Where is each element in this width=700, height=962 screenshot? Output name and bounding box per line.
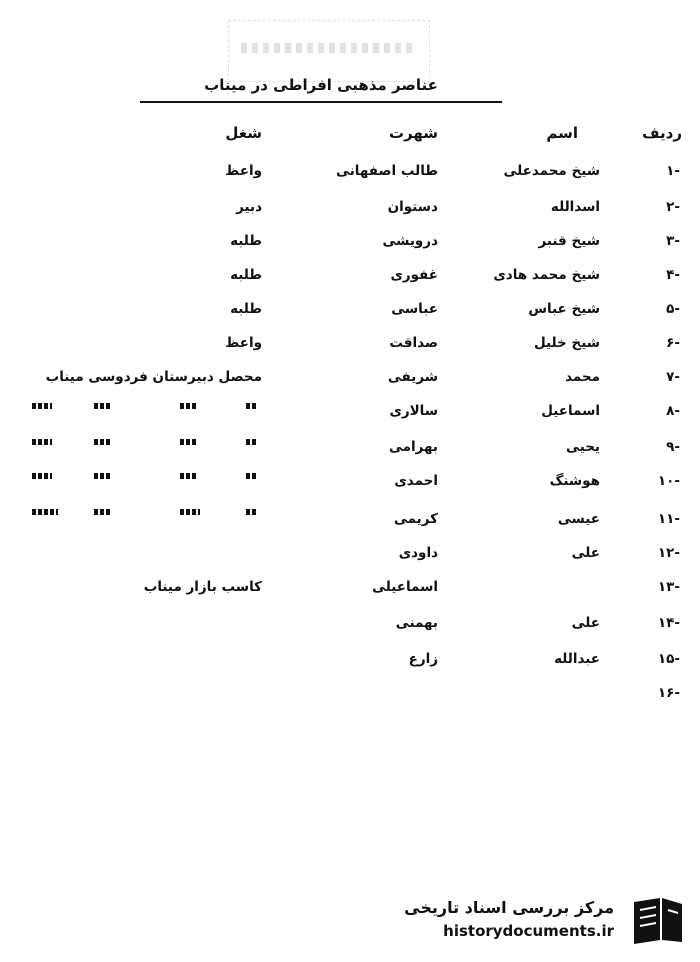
table-row bbox=[0, 574, 700, 600]
row-family: زارع bbox=[408, 651, 438, 667]
row-job: واعظ bbox=[225, 335, 262, 351]
row-family: احمدی bbox=[394, 473, 438, 489]
table-row bbox=[0, 194, 700, 220]
row-family: عباسی bbox=[391, 301, 438, 317]
row-name: عیسی bbox=[557, 511, 600, 527]
row-name: شیخ محمد هادی bbox=[493, 267, 600, 283]
header-family: شهرت bbox=[388, 124, 438, 142]
row-name: شیخ قنبر bbox=[538, 233, 600, 249]
row-family: کریمی bbox=[393, 511, 438, 527]
row-number: -۱ bbox=[666, 163, 680, 179]
ditto-mark bbox=[32, 403, 52, 409]
row-name: شیخ خلیل bbox=[533, 335, 600, 351]
row-number: -۵ bbox=[666, 301, 680, 317]
row-job: طلبه bbox=[230, 233, 262, 249]
table-row bbox=[0, 610, 700, 636]
row-name: شیخ محمدعلی bbox=[503, 163, 600, 179]
row-family: سالاری bbox=[389, 403, 438, 419]
row-family: درویشی bbox=[382, 233, 438, 249]
row-family: بهمنی bbox=[395, 615, 438, 631]
table-row bbox=[0, 364, 700, 390]
ditto-mark bbox=[32, 509, 58, 515]
ditto-row bbox=[20, 506, 260, 518]
row-family: اسماعیلی bbox=[372, 579, 438, 595]
row-number: -۳ bbox=[666, 233, 680, 249]
ditto-mark bbox=[94, 439, 112, 445]
row-name: علی bbox=[571, 615, 600, 631]
row-number: -۱۴ bbox=[657, 615, 680, 631]
row-name: اسماعیل bbox=[541, 403, 600, 419]
row-family: بهرامی bbox=[388, 439, 438, 455]
ditto-mark bbox=[180, 509, 200, 515]
row-family: غفوری bbox=[390, 267, 438, 283]
archive-website: historydocuments.ir bbox=[443, 922, 614, 940]
ditto-mark bbox=[246, 473, 258, 479]
row-name: عبدالله bbox=[554, 651, 600, 667]
row-number: -۱۱ bbox=[657, 511, 680, 527]
row-name: شیخ عباس bbox=[528, 301, 600, 317]
row-family: داودی bbox=[398, 545, 438, 561]
table-row bbox=[0, 262, 700, 288]
row-number: -۹ bbox=[666, 439, 680, 455]
header-job: شغل bbox=[225, 124, 262, 142]
book-logo-icon bbox=[628, 894, 686, 946]
row-family: دستوان bbox=[387, 199, 438, 215]
ditto-row bbox=[20, 470, 260, 482]
row-number: -۱۳ bbox=[657, 579, 680, 595]
table-row bbox=[0, 646, 700, 672]
row-job: دبیر bbox=[236, 199, 262, 215]
row-number: -۷ bbox=[666, 369, 680, 385]
row-job: محصل دبیرستان فردوسی میناب bbox=[45, 369, 262, 385]
row-name: علی bbox=[571, 545, 600, 561]
row-name: محمد bbox=[565, 369, 600, 385]
ditto-mark bbox=[246, 403, 258, 409]
ditto-mark bbox=[246, 509, 258, 515]
row-job: طلبه bbox=[230, 267, 262, 283]
row-family: صداقت bbox=[389, 335, 438, 351]
ditto-mark bbox=[180, 473, 198, 479]
ditto-mark bbox=[94, 509, 112, 515]
document-title: عناصر مذهبی افراطی در میناب bbox=[204, 76, 438, 94]
ditto-row bbox=[20, 400, 260, 412]
row-number: -۸ bbox=[666, 403, 680, 419]
table-row bbox=[0, 540, 700, 566]
row-number: -۱۵ bbox=[657, 651, 680, 667]
ditto-mark bbox=[94, 403, 112, 409]
row-number: -۱۶ bbox=[657, 685, 680, 701]
ditto-row bbox=[20, 436, 260, 448]
row-number: -۶ bbox=[666, 335, 680, 351]
ditto-mark bbox=[32, 439, 52, 445]
row-number: -۱۲ bbox=[657, 545, 680, 561]
archive-name: مرکز بررسی اسناد تاریخی bbox=[404, 898, 614, 917]
row-job: واعظ bbox=[225, 163, 262, 179]
ditto-mark bbox=[180, 403, 198, 409]
ditto-mark bbox=[246, 439, 258, 445]
row-job: کاسب بازار میناب bbox=[143, 579, 262, 595]
header-radif: ردیف bbox=[642, 124, 682, 142]
table-row bbox=[0, 680, 700, 706]
table-row bbox=[0, 158, 700, 184]
archive-footer bbox=[386, 888, 686, 952]
row-family: طالب اصفهانی bbox=[336, 163, 438, 179]
row-name: یحیی bbox=[566, 439, 600, 455]
table-row bbox=[0, 296, 700, 322]
ditto-mark bbox=[32, 473, 52, 479]
table-row bbox=[0, 330, 700, 356]
row-job: طلبه bbox=[230, 301, 262, 317]
header-name: اسم bbox=[546, 124, 578, 142]
row-number: -۴ bbox=[666, 267, 680, 283]
ditto-mark bbox=[94, 473, 112, 479]
row-family: شریفی bbox=[387, 369, 438, 385]
row-number: -۲ bbox=[666, 199, 680, 215]
row-name: هوشنگ bbox=[549, 473, 600, 489]
row-name: اسدالله bbox=[550, 199, 600, 215]
row-number: -۱۰ bbox=[657, 473, 680, 489]
table-row bbox=[0, 228, 700, 254]
ditto-mark bbox=[180, 439, 198, 445]
